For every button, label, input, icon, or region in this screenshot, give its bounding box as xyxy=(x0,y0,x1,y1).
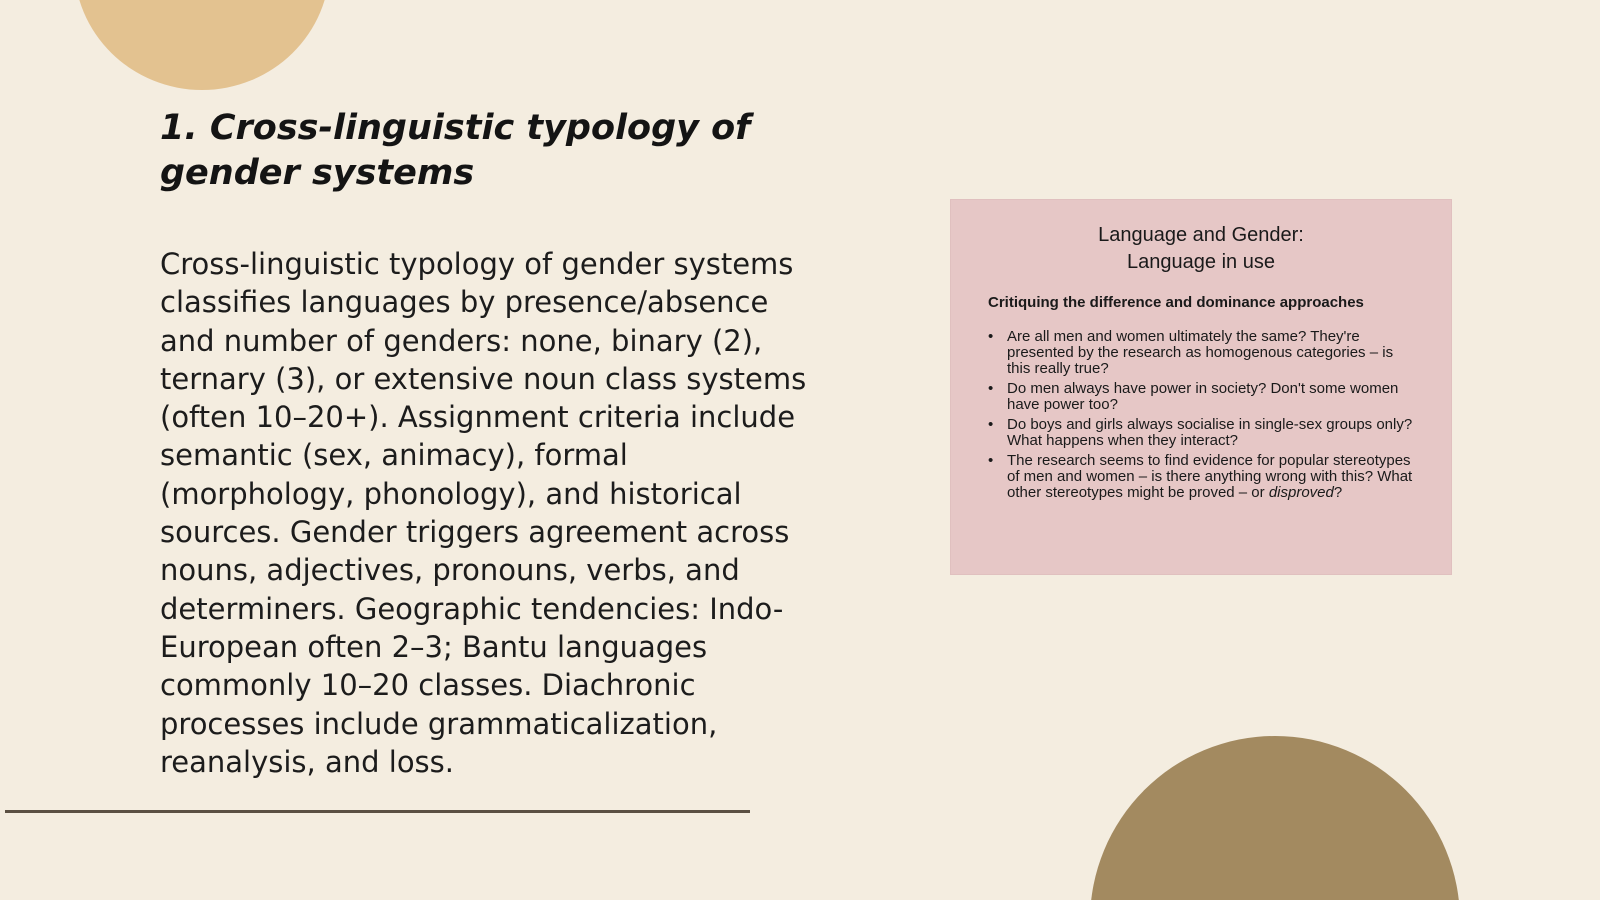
slide-body-text: Cross-linguistic typology of gender systems classifies languages by presence/absence and number of genders: none, binary (2), ternary (3), or extensive noun class systems (often 10–20+). Assignment criteria include semantic (sex, animacy), formal (morphology, phonology), and historical sources. Gender triggers agreement across nouns, adjectives, pronouns, verbs, and determiners. Geographic tendencies: Indo-European often 2–3; Bantu languages commonly 10–20 classes. Diachronic processes include grammaticalization, reanalysis, and loss. xyxy=(160,247,807,779)
image-title xyxy=(951,200,1451,276)
image-bullet-text-prefix: The research seems to find evidence for popular stereotypes of men and women – is there anything wrong with this? What other stereotypes might be proved – or xyxy=(1007,452,1413,501)
bullet-icon: • xyxy=(988,328,994,345)
bullet-icon: • xyxy=(988,416,994,433)
image-bullet-list xyxy=(988,329,1418,505)
divider-line xyxy=(5,810,750,813)
image-bullet-item xyxy=(988,329,1418,377)
slide-title: 1. Cross-linguistic typology of gender systems xyxy=(160,108,751,193)
image-bullet-item xyxy=(988,381,1418,413)
image-bullet-item xyxy=(988,453,1418,501)
decorative-circle-bottom xyxy=(1090,736,1460,900)
bullet-icon: • xyxy=(988,452,994,469)
image-bullet-text-emphasis: disproved xyxy=(1268,484,1334,501)
image-bullet-text: Are all men and women ultimately the same? They're presented by the research as homogenous categories – is this really true? xyxy=(1007,328,1394,377)
image-bullet-text: Do boys and girls always socialise in single-sex groups only? What happens when they interact? xyxy=(1007,416,1413,449)
image-bullet-text-suffix: ? xyxy=(1333,484,1343,501)
image-bullet-item xyxy=(988,417,1418,449)
image-bullet-text: Do men always have power in society? Don't some women have power too? xyxy=(1007,380,1399,413)
slide-image xyxy=(951,200,1451,574)
decorative-circle-top xyxy=(74,0,330,90)
image-title-line-2: Language in use xyxy=(1127,251,1275,273)
image-heading: Critiquing the difference and dominance approaches xyxy=(988,294,1364,311)
image-title-line-1: Language and Gender: xyxy=(1098,224,1304,246)
bullet-icon: • xyxy=(988,380,994,397)
